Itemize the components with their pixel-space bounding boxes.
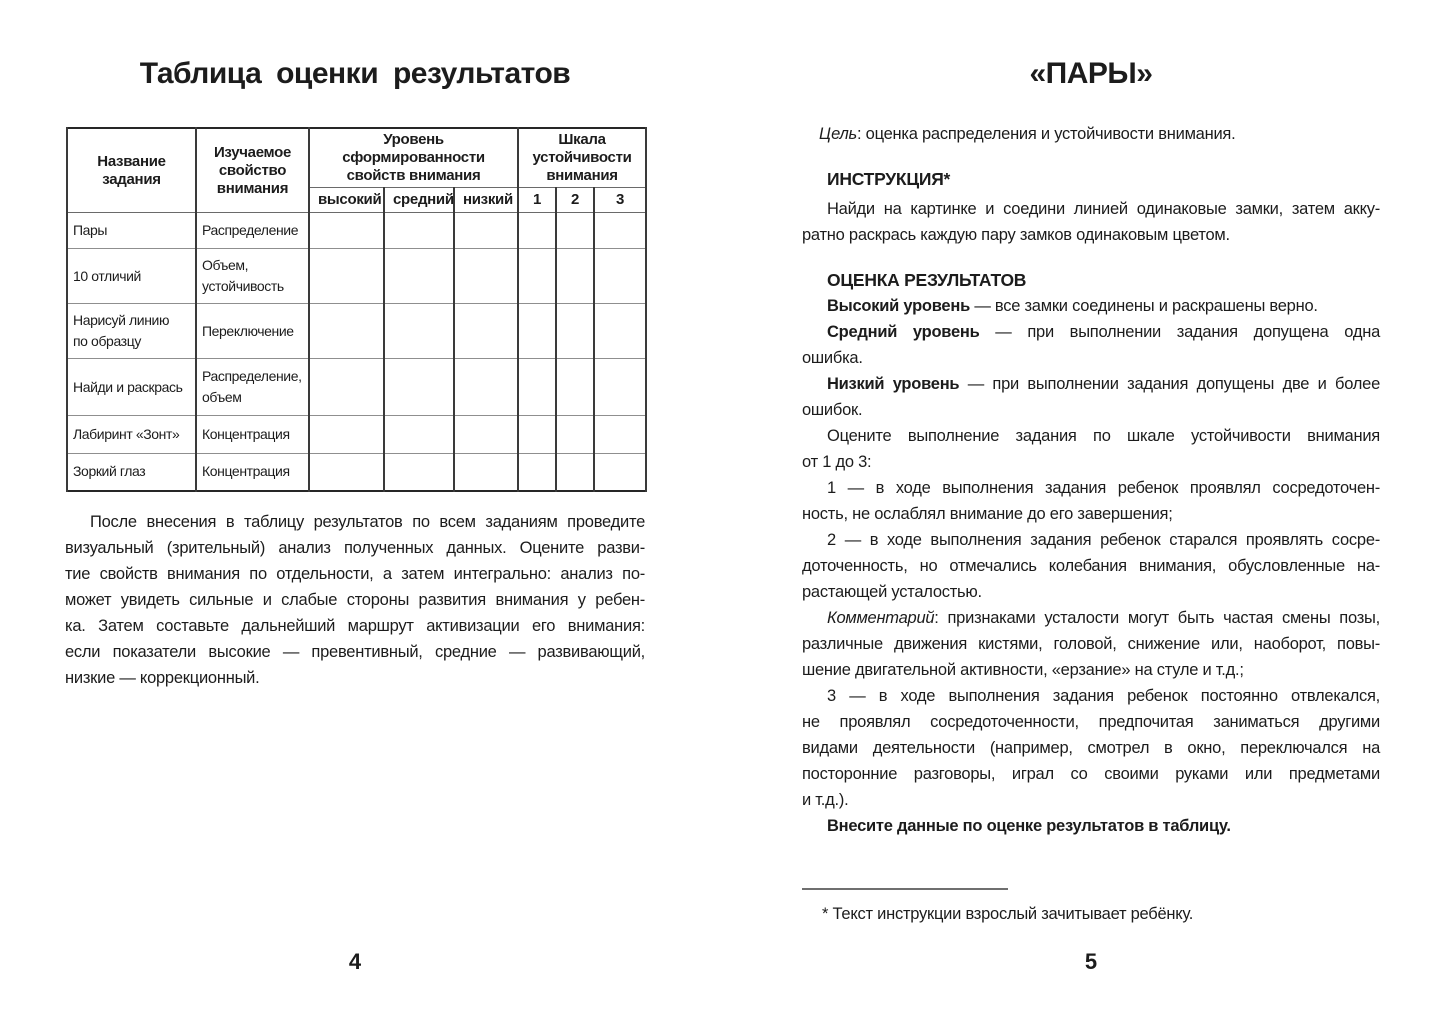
result-line: [802, 787, 1380, 813]
line-text: различные движения кистями, головой, снижение или, наоборот, повы-: [802, 635, 1380, 653]
paragraph-line: тие свойств внимания по отдельности, а затем интегрально: анализ по-: [65, 565, 645, 583]
lead-text: Высокий уровень: [827, 297, 970, 315]
lead-text: Средний уровень: [827, 323, 980, 341]
cell-scale-1: [518, 359, 556, 416]
table-row: [67, 213, 646, 249]
cell-property: Концентрация: [196, 454, 309, 491]
col-header-level-high: высокий: [309, 188, 384, 213]
table-row: [67, 416, 646, 454]
cell-level-mid: [384, 304, 454, 359]
cell-task-name: Зоркий глаз: [67, 454, 196, 491]
cell-scale-1: [518, 249, 556, 304]
instruction-line: ратно раскрась каждую пару замков одинаковым цветом.: [802, 226, 1230, 244]
cell-level-low: [454, 454, 518, 491]
cell-task-name: Лабиринт «Зонт»: [67, 416, 196, 454]
cell-scale-1: [518, 304, 556, 359]
col-header-property: Изучаемое свойство внимания: [196, 128, 309, 213]
line-text: видами деятельности (например, смотрел в окно, переключался на: [802, 739, 1380, 757]
line-text: ошибка.: [802, 349, 863, 367]
line-text: — при выполнении задания допущена одна: [979, 323, 1380, 341]
cell-level-high: [309, 454, 384, 491]
cell-scale-2: [556, 249, 594, 304]
result-line: [802, 709, 1380, 735]
footnote: * Текст инструкции взрослый зачитывает ребёнку.: [822, 905, 1194, 923]
line-text: доточенность, но отмечались колебания внимания, обусловленные на-: [802, 557, 1380, 575]
cell-task-name: 10 отличий: [67, 249, 196, 304]
cell-scale-3: [594, 304, 646, 359]
line-text: шение двигательной активности, «ерзание» на стуле и т.д.;: [802, 661, 1244, 679]
table-row: [67, 249, 646, 304]
paragraph-line: ка. Затем составьте дальнейший маршрут активизации его внимания:: [65, 617, 645, 635]
line-text: 3 — в ходе выполнения задания ребенок постоянно отвлекался,: [827, 687, 1380, 705]
result-line: [802, 683, 1380, 709]
cell-scale-2: [556, 416, 594, 454]
line-text: : признаками усталости могут быть частая смены позы,: [934, 609, 1380, 627]
line-text: 2 — в ходе выполнения задания ребенок старался проявлять сосре-: [827, 531, 1380, 549]
col-group-stability-scale: Шкала устойчивости внимания: [518, 128, 646, 188]
cell-level-mid: [384, 249, 454, 304]
cell-level-low: [454, 213, 518, 249]
results-table: [66, 127, 647, 492]
result-line: [802, 449, 1380, 475]
cell-scale-1: [518, 454, 556, 491]
line-text: ность, не ослаблял внимание до его завершения;: [802, 505, 1173, 523]
cell-property: Объем, устойчивость: [196, 249, 309, 304]
line-text: посторонние разговоры, играл со своими руками или предметами: [802, 765, 1380, 783]
cell-property: Концентрация: [196, 416, 309, 454]
cell-scale-3: [594, 416, 646, 454]
paragraph-line: визуальный (зрительный) анализ полученных данных. Оцените разви-: [65, 539, 645, 557]
cell-scale-1: [518, 416, 556, 454]
result-line: [802, 397, 1380, 423]
table-row: [67, 359, 646, 416]
line-text: растающей усталостью.: [802, 583, 982, 601]
cell-scale-2: [556, 454, 594, 491]
result-line: [802, 345, 1380, 371]
cell-level-low: [454, 249, 518, 304]
left-page-number: 4: [348, 949, 362, 974]
goal-text: : оценка распределения и устойчивости внимания.: [856, 125, 1236, 143]
paragraph-line: может увидеть сильные и слабые стороны развития внимания у ребен-: [65, 591, 645, 609]
table-row: [67, 304, 646, 359]
line-text: и т.д.).: [802, 791, 849, 809]
instruction-paragraph: [802, 196, 1380, 248]
line-text: — при выполнении задания допущены две и более: [959, 375, 1380, 393]
col-header-level-low: низкий: [454, 188, 518, 213]
result-line: [802, 553, 1380, 579]
col-header-scale-2: 2: [556, 188, 594, 213]
cell-property: Переключение: [196, 304, 309, 359]
footnote-separator: [802, 888, 1008, 890]
left-page-paragraph: [65, 509, 645, 691]
col-header-task-name: Название задания: [67, 128, 196, 213]
cell-level-high: [309, 304, 384, 359]
cell-level-low: [454, 416, 518, 454]
goal-label: Цель: [819, 125, 857, 143]
cell-property: Распределение: [196, 213, 309, 249]
result-line: [802, 527, 1380, 553]
cell-task-name: Нарисуй линию по образцу: [67, 304, 196, 359]
result-line: [802, 761, 1380, 787]
lead-text: Комментарий: [827, 609, 935, 627]
goal-line: [802, 121, 1380, 147]
col-header-scale-1: 1: [518, 188, 556, 213]
paragraph-line: После внесения в таблицу результатов по всем заданиям проведите: [90, 513, 645, 531]
line-text: — все замки соединены и раскрашены верно.: [969, 297, 1318, 315]
cell-level-mid: [384, 359, 454, 416]
paragraph-line: если показатели высокие — превентивный, средние — развивающий,: [65, 643, 645, 661]
result-line: [802, 293, 1380, 319]
result-line: [802, 605, 1380, 631]
cell-level-high: [309, 213, 384, 249]
paragraph-line: низкие — коррекционный.: [65, 669, 260, 687]
left-page-title: Таблица оценки результатов: [139, 57, 571, 90]
result-line: [802, 579, 1380, 605]
cell-level-high: [309, 249, 384, 304]
cell-property: Распределение, объем: [196, 359, 309, 416]
col-header-level-mid: средний: [384, 188, 454, 213]
lead-text: Низкий уровень: [827, 375, 960, 393]
line-text: не проявлял сосредоточенности, предпочитая заниматься другими: [802, 713, 1380, 731]
cell-level-mid: [384, 416, 454, 454]
cell-task-name: Пары: [67, 213, 196, 249]
cell-scale-3: [594, 359, 646, 416]
line-text: от 1 до 3:: [802, 453, 872, 471]
cell-level-low: [454, 304, 518, 359]
instruction-line: Найди на картинке и соедини линией одинаковые замки, затем акку-: [827, 200, 1380, 218]
cell-scale-2: [556, 359, 594, 416]
cell-scale-2: [556, 304, 594, 359]
result-line: [802, 371, 1380, 397]
cell-scale-2: [556, 213, 594, 249]
cell-level-low: [454, 359, 518, 416]
cell-scale-3: [594, 213, 646, 249]
result-line: [802, 631, 1380, 657]
cell-task-name: Найди и раскрась: [67, 359, 196, 416]
cell-level-high: [309, 416, 384, 454]
result-line: [802, 501, 1380, 527]
results-section: [802, 267, 1380, 839]
line-text: Внесите данные по оценке результатов в таблицу.: [827, 817, 1231, 835]
cell-scale-3: [594, 249, 646, 304]
result-line: [802, 319, 1380, 345]
col-group-formation-level: Уровень сформированности свойств внимания: [309, 128, 518, 188]
instruction-heading: ИНСТРУКЦИЯ*: [827, 169, 951, 189]
line-text: 1 — в ходе выполнения задания ребенок проявлял сосредоточен-: [827, 479, 1380, 497]
result-line: [802, 475, 1380, 501]
right-page-number: 5: [1084, 949, 1098, 974]
col-header-scale-3: 3: [594, 188, 646, 213]
right-page-title: «ПАРЫ»: [1029, 57, 1153, 90]
result-line: [802, 423, 1380, 449]
cell-level-mid: [384, 213, 454, 249]
line-text: Оцените выполнение задания по шкале устойчивости внимания: [827, 427, 1380, 445]
cell-level-high: [309, 359, 384, 416]
result-line: [802, 735, 1380, 761]
cell-scale-1: [518, 213, 556, 249]
line-text: ошибок.: [802, 401, 863, 419]
cell-level-mid: [384, 454, 454, 491]
table-row: [67, 454, 646, 491]
result-line: [802, 657, 1380, 683]
result-line: [802, 813, 1380, 839]
results-heading: ОЦЕНКА РЕЗУЛЬТАТОВ: [827, 270, 1027, 290]
cell-scale-3: [594, 454, 646, 491]
